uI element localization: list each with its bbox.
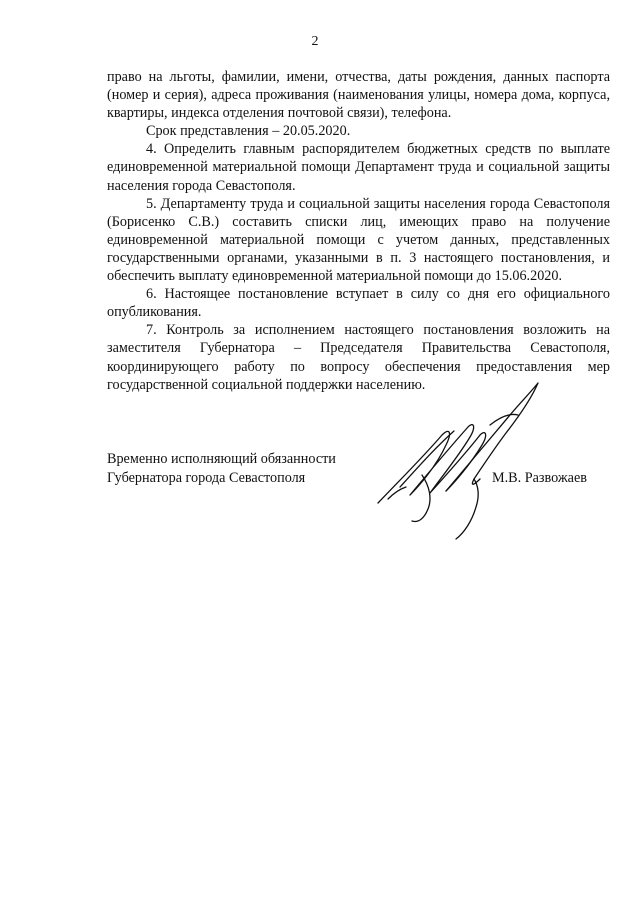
document-body bbox=[107, 68, 610, 394]
page-number: 2 bbox=[311, 34, 319, 49]
paragraph-item-5: 5. Департаменту труда и социальной защиты населения города Севастополя (Борисенко С.В.) составить списки лиц, имеющих право на получение единовременной материальной помощи с учетом данных, представленных государственными органами, указанными в п. 3 настоящего постановления, и обеспечить выплату единовременной материальной помощи до 15.06.2020. bbox=[107, 195, 610, 285]
signatory-title-line-2: Губернатора города Севастополя bbox=[107, 470, 306, 486]
paragraph-continuation: право на льготы, фамилии, имени, отчества, даты рождения, данных паспорта (номер и серия), адреса проживания (наименования улицы, номера дома, корпуса, квартиры, индекса отделения почтовой связи), телефона. bbox=[107, 69, 610, 122]
signatory-name: М.В. Развожаев bbox=[492, 470, 587, 486]
paragraph-item-6: 6. Настоящее постановление вступает в силу со дня его официального опубликования. bbox=[107, 286, 610, 321]
paragraph-item-4: 4. Определить главным распорядителем бюджетных средств по выплате единовременной материальной помощи Департамент труда и социальной защиты населения города Севастополя. bbox=[107, 141, 610, 194]
handwritten-signature-icon bbox=[370, 375, 560, 545]
paragraph-deadline: Срок представления – 20.05.2020. bbox=[146, 123, 351, 140]
signatory-title-line-1: Временно исполняющий обязанности bbox=[107, 451, 336, 467]
paragraph-item-7: 7. Контроль за исполнением настоящего постановления возложить на заместителя Губернатора – Председателя Правительства Севастополя, координирующего работу по вопросу обеспечения предоставления мер государственной социальной поддержки населению. bbox=[107, 322, 610, 393]
